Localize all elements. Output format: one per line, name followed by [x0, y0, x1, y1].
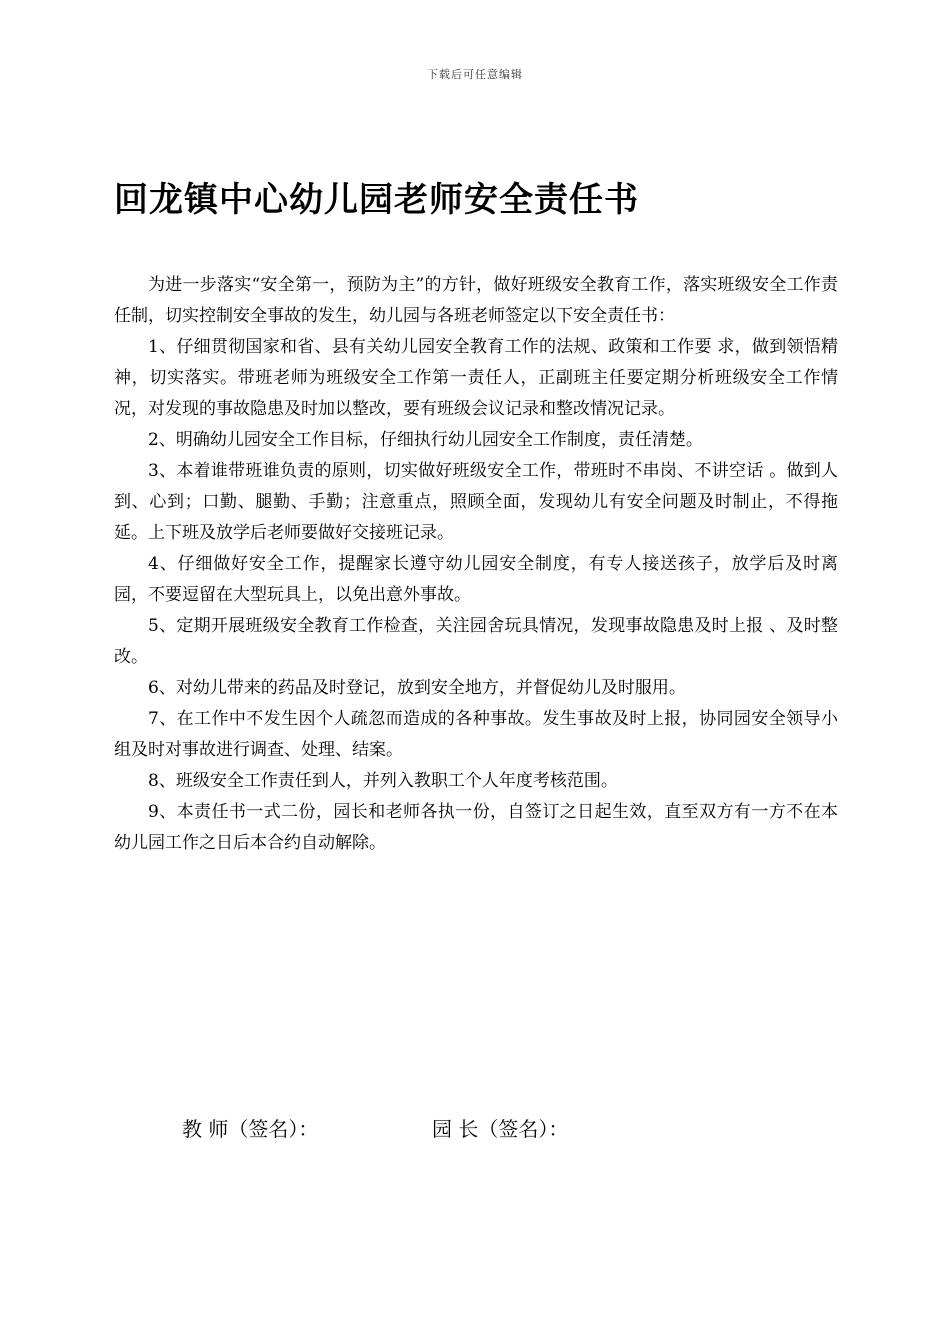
clause-9: 9、本责任书一式二份，园长和老师各执一份，自签订之日起生效，直至双方有一方不在本幼儿园工作之日后本合约自动解除。 — [114, 802, 838, 853]
clause-5: 5、定期开展班级安全教育工作检查，关注园舍玩具情况，发现事故隐患及时上报 、及时整改。 — [114, 616, 838, 667]
clause-1: 1、仔细贯彻国家和省、县有关幼儿园安全教育工作的法规、政策和工作要 求，做到领悟精神，切实落实。带班老师为班级安全工作第一责任人，正副班主任要定期分析班级安全工作情况，对发现的事故隐患及时加以整改，要有班级会议记录和整改情况记录。 — [114, 337, 838, 419]
principal-signature-label: 园 长（签名）： — [432, 1117, 569, 1141]
clause-3: 3、本着谁带班谁负责的原则，切实做好班级安全工作，带班时不串岗、不讲空话 。做到人到、心到；口勤、腿勤、手勤；注意重点，照顾全面，发现幼儿有安全问题及时制止，不得拖延。上下班及放学后老师要做好交接班记录。 — [114, 461, 838, 543]
intro-paragraph: 为进一步落实“安全第一，预防为主”的方针，做好班级安全教育工作，落实班级安全工作责任制，切实控制安全事故的发生，幼儿园与各班老师签定以下安全责任书： — [114, 275, 838, 326]
teacher-signature-label: 教 师（签名）： — [182, 1117, 319, 1141]
clause-2: 2、明确幼儿园安全工作目标，仔细执行幼儿园安全工作制度，责任清楚。 — [148, 430, 703, 450]
clause-4: 4、仔细做好安全工作，提醒家长遵守幼儿园安全制度，有专人接送孩子，放学后及时离园，不要逗留在大型玩具上，以免出意外事故。 — [114, 554, 838, 605]
document-body — [114, 270, 838, 859]
header-note: 下载后可任意编辑 — [427, 68, 523, 81]
clause-8: 8、班级安全工作责任到人，并列入教职工个人年度考核范围。 — [148, 771, 618, 791]
clause-6: 6、对幼儿带来的药品及时登记，放到安全地方，并督促幼儿及时服用。 — [148, 678, 686, 698]
document-title: 回龙镇中心幼儿园老师安全责任书 — [114, 180, 639, 220]
clause-7: 7、在工作中不发生因个人疏忽而造成的各种事故。发生事故及时上报，协同园安全领导小组及时对事故进行调查、处理、结案。 — [114, 709, 838, 760]
